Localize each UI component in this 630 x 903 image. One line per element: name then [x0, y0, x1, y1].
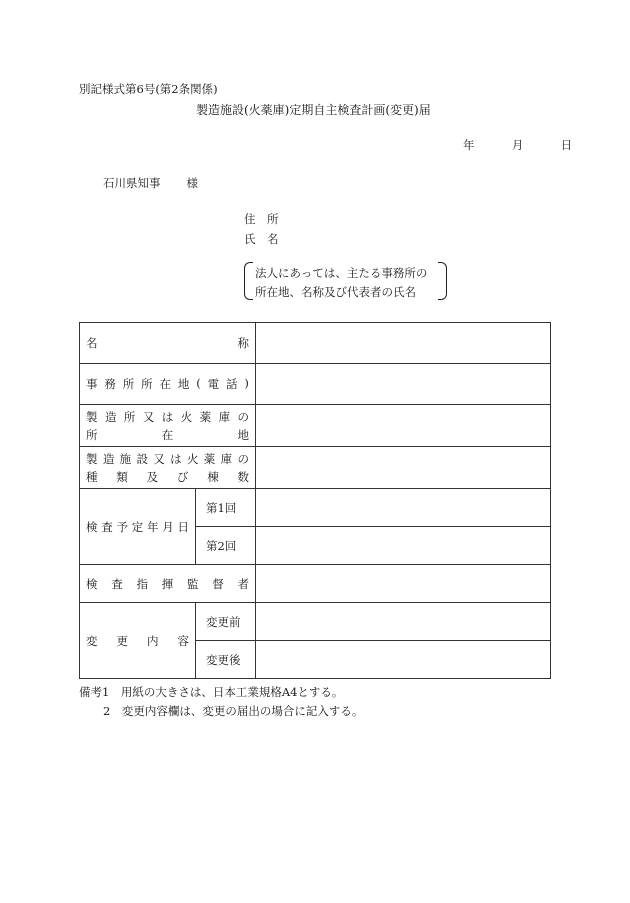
label-char: 類 — [116, 469, 128, 484]
label-char: の — [237, 409, 249, 424]
right-bracket — [438, 262, 447, 300]
label-char: 在 — [161, 427, 174, 442]
label-char: 内 — [147, 633, 159, 648]
first-inspection-value-cell[interactable] — [256, 489, 551, 527]
label-char: 火 — [186, 451, 199, 466]
label-char: 在 — [159, 377, 171, 391]
label-char: 薬 — [203, 451, 216, 466]
label-char: 月 — [162, 519, 174, 534]
label-char: 称 — [237, 336, 249, 350]
facility-cell-label — [80, 447, 256, 489]
label-char: 地 — [237, 427, 249, 442]
document-title: 製造施設(火薬庫)定期自主検査計画(変更)届 — [196, 103, 431, 117]
label-char: 査 — [111, 576, 123, 591]
label-char: 事 — [86, 377, 98, 391]
label-char: は — [170, 451, 182, 466]
table-row-supervisor — [80, 565, 551, 603]
table-row-change-before — [80, 603, 551, 641]
corporate-note — [244, 262, 447, 300]
name-value-cell[interactable] — [256, 323, 551, 364]
label-char: 更 — [116, 633, 128, 648]
change-after-label: 変更後 — [196, 641, 256, 679]
label-char: 定 — [131, 519, 144, 534]
table-row-inspection-first — [80, 489, 551, 527]
label-char: 日 — [177, 519, 189, 534]
change-before-label: 変更前 — [196, 603, 256, 641]
label-char: 地 — [177, 377, 190, 391]
remark-2: 2 変更内容欄は、変更の届出の場合に記入する。 — [103, 704, 364, 718]
label-char: 数 — [237, 469, 249, 484]
label-char: 者 — [237, 576, 249, 591]
table-row-facility — [80, 447, 551, 489]
label-char: は — [161, 409, 174, 424]
label-char: 話 — [226, 377, 238, 391]
facility-value-cell[interactable] — [256, 447, 551, 489]
label-char: 庫 — [218, 409, 231, 424]
second-inspection-label: 第2回 — [196, 527, 256, 565]
label-char: 監 — [187, 576, 199, 591]
location-value-cell[interactable] — [256, 405, 551, 447]
label-char: 年 — [147, 519, 159, 534]
label-char: 種 — [86, 469, 98, 484]
table-row-name — [80, 323, 551, 364]
label-char: 変 — [86, 633, 98, 648]
label-char: 造 — [104, 409, 117, 424]
label-char: 務 — [104, 377, 116, 391]
office-cell-label — [80, 364, 256, 405]
addressee — [103, 175, 198, 191]
remark-1: 備考1 用紙の大きさは、日本工業規格A4とする。 — [79, 685, 344, 699]
label-char: 名 — [86, 336, 98, 350]
change-before-value-cell[interactable] — [256, 603, 551, 641]
corporate-note-line2: 所在地、名称及び代表者の氏名 — [255, 285, 416, 299]
label-char: 製 — [86, 451, 98, 466]
label-char: 所 — [123, 409, 136, 424]
addressee-honorific: 様 — [186, 176, 198, 190]
table-row-location — [80, 405, 551, 447]
name-cell-label — [80, 323, 256, 364]
name-label: 氏 名 — [244, 232, 279, 246]
left-bracket — [244, 262, 253, 300]
change-after-value-cell[interactable] — [256, 641, 551, 679]
remarks — [79, 683, 363, 721]
label-char: 検 — [86, 519, 98, 534]
location-cell-label — [80, 405, 256, 447]
label-char: の — [237, 451, 249, 466]
label-char: ( — [196, 376, 201, 390]
label-char: 所 — [122, 377, 135, 391]
label-char: 薬 — [199, 409, 212, 424]
label-char: 棟 — [207, 469, 219, 484]
date-day: 日 — [560, 138, 573, 152]
label-char: 容 — [177, 633, 189, 648]
label-char: 火 — [180, 409, 193, 424]
label-char: 電 — [207, 377, 220, 391]
label-char: 又 — [153, 451, 165, 466]
label-char: 庫 — [220, 451, 233, 466]
first-inspection-label: 第1回 — [196, 489, 256, 527]
label-char: 施 — [119, 451, 132, 466]
label-char: 査 — [101, 519, 113, 534]
supervisor-cell-label — [80, 565, 256, 603]
label-char: 又 — [142, 409, 155, 424]
office-value-cell[interactable] — [256, 364, 551, 405]
label-char: び — [176, 469, 189, 484]
label-char: 予 — [116, 519, 128, 534]
label-char: 指 — [136, 576, 148, 591]
application-table — [79, 322, 551, 679]
address-label: 住 所 — [244, 212, 279, 226]
date-line — [463, 137, 572, 153]
form-number-label: 別記様式第6号(第2条関係) — [79, 82, 218, 96]
corporate-note-line1: 法人にあっては、主たる事務所の — [255, 266, 428, 280]
supervisor-value-cell[interactable] — [256, 565, 551, 603]
label-char: 揮 — [161, 576, 174, 591]
label-char: 及 — [146, 469, 159, 484]
label-char: ) — [244, 376, 249, 390]
inspection-date-label — [80, 489, 196, 565]
label-char: 造 — [102, 451, 115, 466]
label-char: 所 — [141, 377, 153, 391]
label-char: 督 — [212, 576, 224, 591]
date-month: 月 — [511, 138, 524, 152]
label-char: 検 — [86, 576, 98, 591]
table-row-office — [80, 364, 551, 405]
addressee-name: 石川県知事 — [103, 176, 161, 190]
date-year: 年 — [463, 138, 475, 152]
label-char: 設 — [136, 451, 148, 466]
label-char: 所 — [86, 427, 98, 442]
change-content-label — [80, 603, 196, 679]
second-inspection-value-cell[interactable] — [256, 527, 551, 565]
label-char: 製 — [86, 409, 98, 424]
